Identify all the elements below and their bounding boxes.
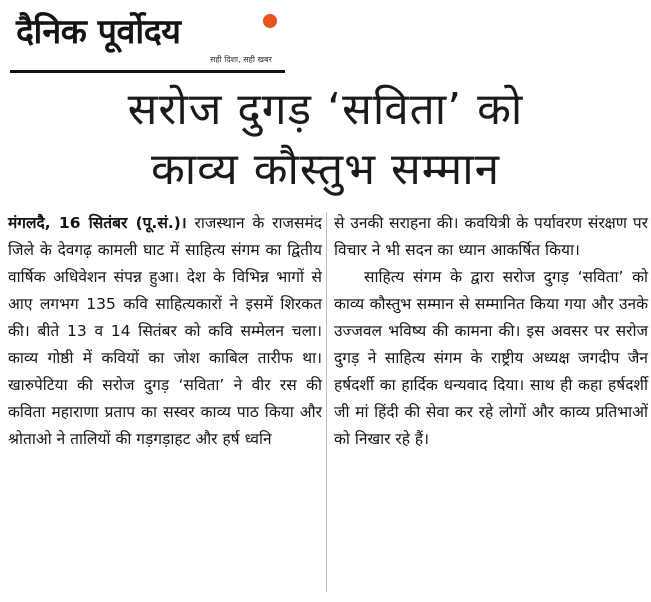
- article-paragraph-1: राजस्थान के राजसमंद जिले के देवगढ़ कामली घाट में साहित्य संगम का द्वितीय वार्षिक अधिवेशन संपन्न हुआ। देश के विभिन्न भागों से आए लगभग 135 कवि साहित्यकारों ने इसमें शिरकत की। बीते 13 व 14 सितंबर को कवि सम्मेलन चला। काव्य गोष्ठी में कवियों का जोश काबिल तारीफ था। खारुपेटिया की सरोज दुगड़ ‘सविता’ ने वीर रस की कविता महाराणा प्रताप का सस्वर काव्य पाठ किया और श्रोताओ ने तालियों की गड़गड़ाहट और हर्ष ध्वनि: [8, 214, 322, 448]
- column-divider: [326, 212, 327, 592]
- newspaper-tagline: सही दिशा, सही खबर: [210, 55, 272, 64]
- headline-line-1: सरोज दुगड़ ‘सविता’ को: [127, 84, 524, 135]
- article-paragraph-2: से उनकी सराहना की। कवयित्री के पर्यावरण संरक्षण पर विचार ने भी सदन का ध्यान आकर्षित किया।: [334, 214, 648, 259]
- article-dateline: मंगलदै, 16 सितंबर (पू.सं.)।: [8, 214, 187, 232]
- logo-seal-icon: [263, 14, 277, 28]
- newspaper-masthead: [10, 8, 285, 72]
- article-column-left: [8, 210, 322, 453]
- article-column-right: [334, 210, 648, 453]
- article-paragraph-3: साहित्य संगम के द्वारा सरोज दुगड़ ‘सविता’ को काव्य कौस्तुभ सम्मान से सम्मानित किया गया और उनके उज्जवल भविष्य की कामना की। इस अवसर पर सरोज दुगड़ ने साहित्य संगम के राष्ट्रीय अध्यक्ष जगदीप जैन हर्षदर्शी का हार्दिक धन्यवाद दिया। साथ ही कहा हर्षदर्शी जी मां हिंदी की सेवा कर रहे लोगों और काव्य प्रतिभाओं को निखार रहे हैं।: [334, 268, 648, 448]
- article-headline: [0, 80, 651, 200]
- newspaper-logo: दैनिक पूर्वोदय: [16, 12, 181, 52]
- headline-line-2: काव्य कौस्तुभ सम्मान: [150, 144, 501, 195]
- article-body-left: [8, 210, 322, 453]
- masthead-rule: [10, 70, 285, 73]
